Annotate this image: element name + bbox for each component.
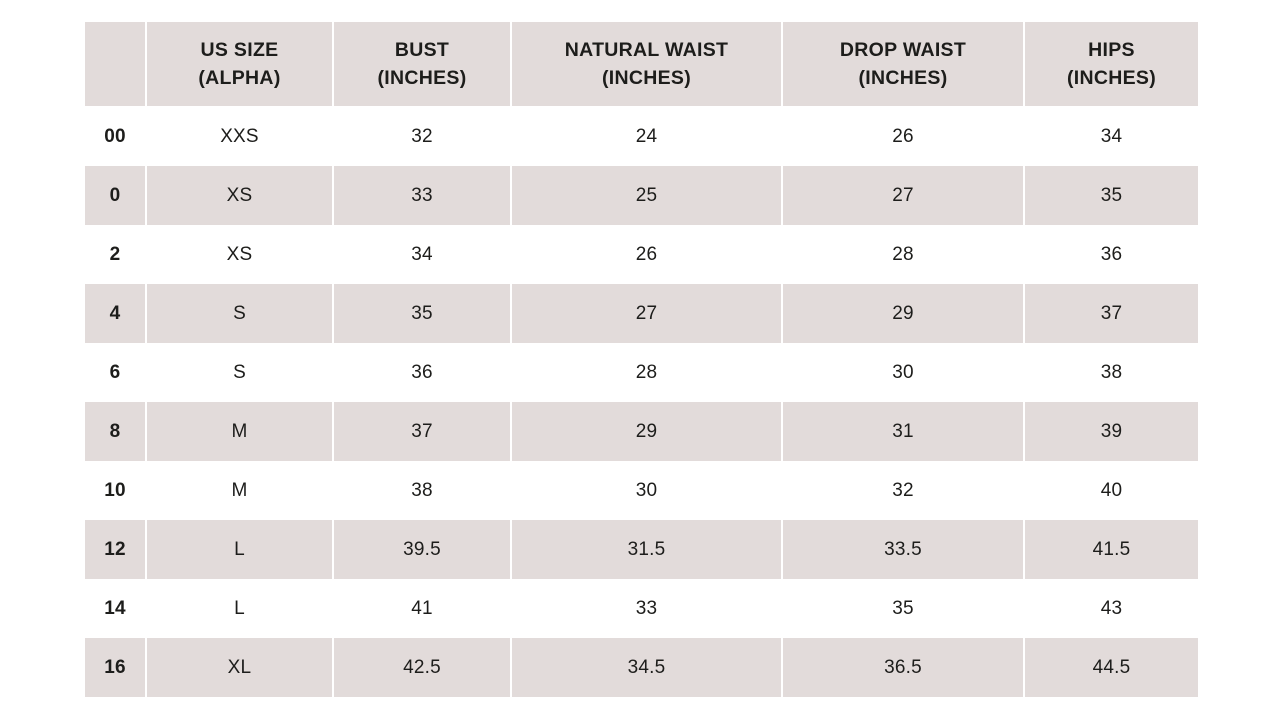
cell-hips: 43 — [1024, 579, 1198, 638]
cell-alpha: S — [146, 284, 333, 343]
cell-alpha: S — [146, 343, 333, 402]
cell-natural-waist: 28 — [511, 343, 782, 402]
cell-natural-waist: 29 — [511, 402, 782, 461]
table-row — [85, 343, 1198, 402]
column-header-bust: BUST (INCHES) — [333, 22, 511, 107]
cell-bust: 33 — [333, 166, 511, 225]
cell-drop-waist: 32 — [782, 461, 1024, 520]
cell-hips: 41.5 — [1024, 520, 1198, 579]
table-row — [85, 461, 1198, 520]
cell-drop-waist: 26 — [782, 107, 1024, 166]
cell-bust: 39.5 — [333, 520, 511, 579]
table-row — [85, 579, 1198, 638]
cell-hips: 39 — [1024, 402, 1198, 461]
cell-alpha: L — [146, 520, 333, 579]
cell-alpha: XS — [146, 225, 333, 284]
cell-drop-waist: 33.5 — [782, 520, 1024, 579]
cell-hips: 37 — [1024, 284, 1198, 343]
cell-natural-waist: 30 — [511, 461, 782, 520]
column-header-us-size: US SIZE (ALPHA) — [146, 22, 333, 107]
cell-size: 12 — [85, 520, 146, 579]
table-row — [85, 638, 1198, 697]
cell-bust: 35 — [333, 284, 511, 343]
table-header-row — [85, 22, 1198, 107]
size-chart-table-wrapper — [85, 22, 1198, 697]
column-header-natural-waist: NATURAL WAIST (INCHES) — [511, 22, 782, 107]
cell-bust: 34 — [333, 225, 511, 284]
table-row — [85, 225, 1198, 284]
cell-alpha: XXS — [146, 107, 333, 166]
cell-size: 6 — [85, 343, 146, 402]
cell-alpha: XS — [146, 166, 333, 225]
column-header-hips: HIPS (INCHES) — [1024, 22, 1198, 107]
cell-natural-waist: 27 — [511, 284, 782, 343]
cell-drop-waist: 36.5 — [782, 638, 1024, 697]
cell-bust: 37 — [333, 402, 511, 461]
cell-size: 14 — [85, 579, 146, 638]
signature-logo — [8, 270, 80, 500]
table-row — [85, 520, 1198, 579]
cell-bust: 38 — [333, 461, 511, 520]
cell-alpha: XL — [146, 638, 333, 697]
cell-natural-waist: 24 — [511, 107, 782, 166]
cell-alpha: M — [146, 461, 333, 520]
cell-drop-waist: 31 — [782, 402, 1024, 461]
column-header-size — [85, 22, 146, 107]
table-row — [85, 107, 1198, 166]
cell-hips: 35 — [1024, 166, 1198, 225]
table-row — [85, 166, 1198, 225]
cell-bust: 42.5 — [333, 638, 511, 697]
cell-size: 10 — [85, 461, 146, 520]
cell-bust: 32 — [333, 107, 511, 166]
cell-drop-waist: 27 — [782, 166, 1024, 225]
cell-size: 0 — [85, 166, 146, 225]
brand-signature — [8, 270, 80, 500]
cell-drop-waist: 28 — [782, 225, 1024, 284]
cell-hips: 36 — [1024, 225, 1198, 284]
column-header-drop-waist: DROP WAIST (INCHES) — [782, 22, 1024, 107]
cell-natural-waist: 31.5 — [511, 520, 782, 579]
cell-natural-waist: 34.5 — [511, 638, 782, 697]
cell-alpha: M — [146, 402, 333, 461]
table-row — [85, 284, 1198, 343]
cell-bust: 36 — [333, 343, 511, 402]
cell-drop-waist: 29 — [782, 284, 1024, 343]
cell-alpha: L — [146, 579, 333, 638]
cell-natural-waist: 25 — [511, 166, 782, 225]
cell-hips: 34 — [1024, 107, 1198, 166]
cell-size: 00 — [85, 107, 146, 166]
cell-hips: 40 — [1024, 461, 1198, 520]
cell-hips: 44.5 — [1024, 638, 1198, 697]
cell-size: 8 — [85, 402, 146, 461]
size-chart-table — [85, 22, 1198, 697]
table-row — [85, 402, 1198, 461]
cell-size: 4 — [85, 284, 146, 343]
cell-size: 2 — [85, 225, 146, 284]
cell-size: 16 — [85, 638, 146, 697]
cell-hips: 38 — [1024, 343, 1198, 402]
cell-natural-waist: 26 — [511, 225, 782, 284]
cell-drop-waist: 30 — [782, 343, 1024, 402]
cell-bust: 41 — [333, 579, 511, 638]
cell-natural-waist: 33 — [511, 579, 782, 638]
cell-drop-waist: 35 — [782, 579, 1024, 638]
